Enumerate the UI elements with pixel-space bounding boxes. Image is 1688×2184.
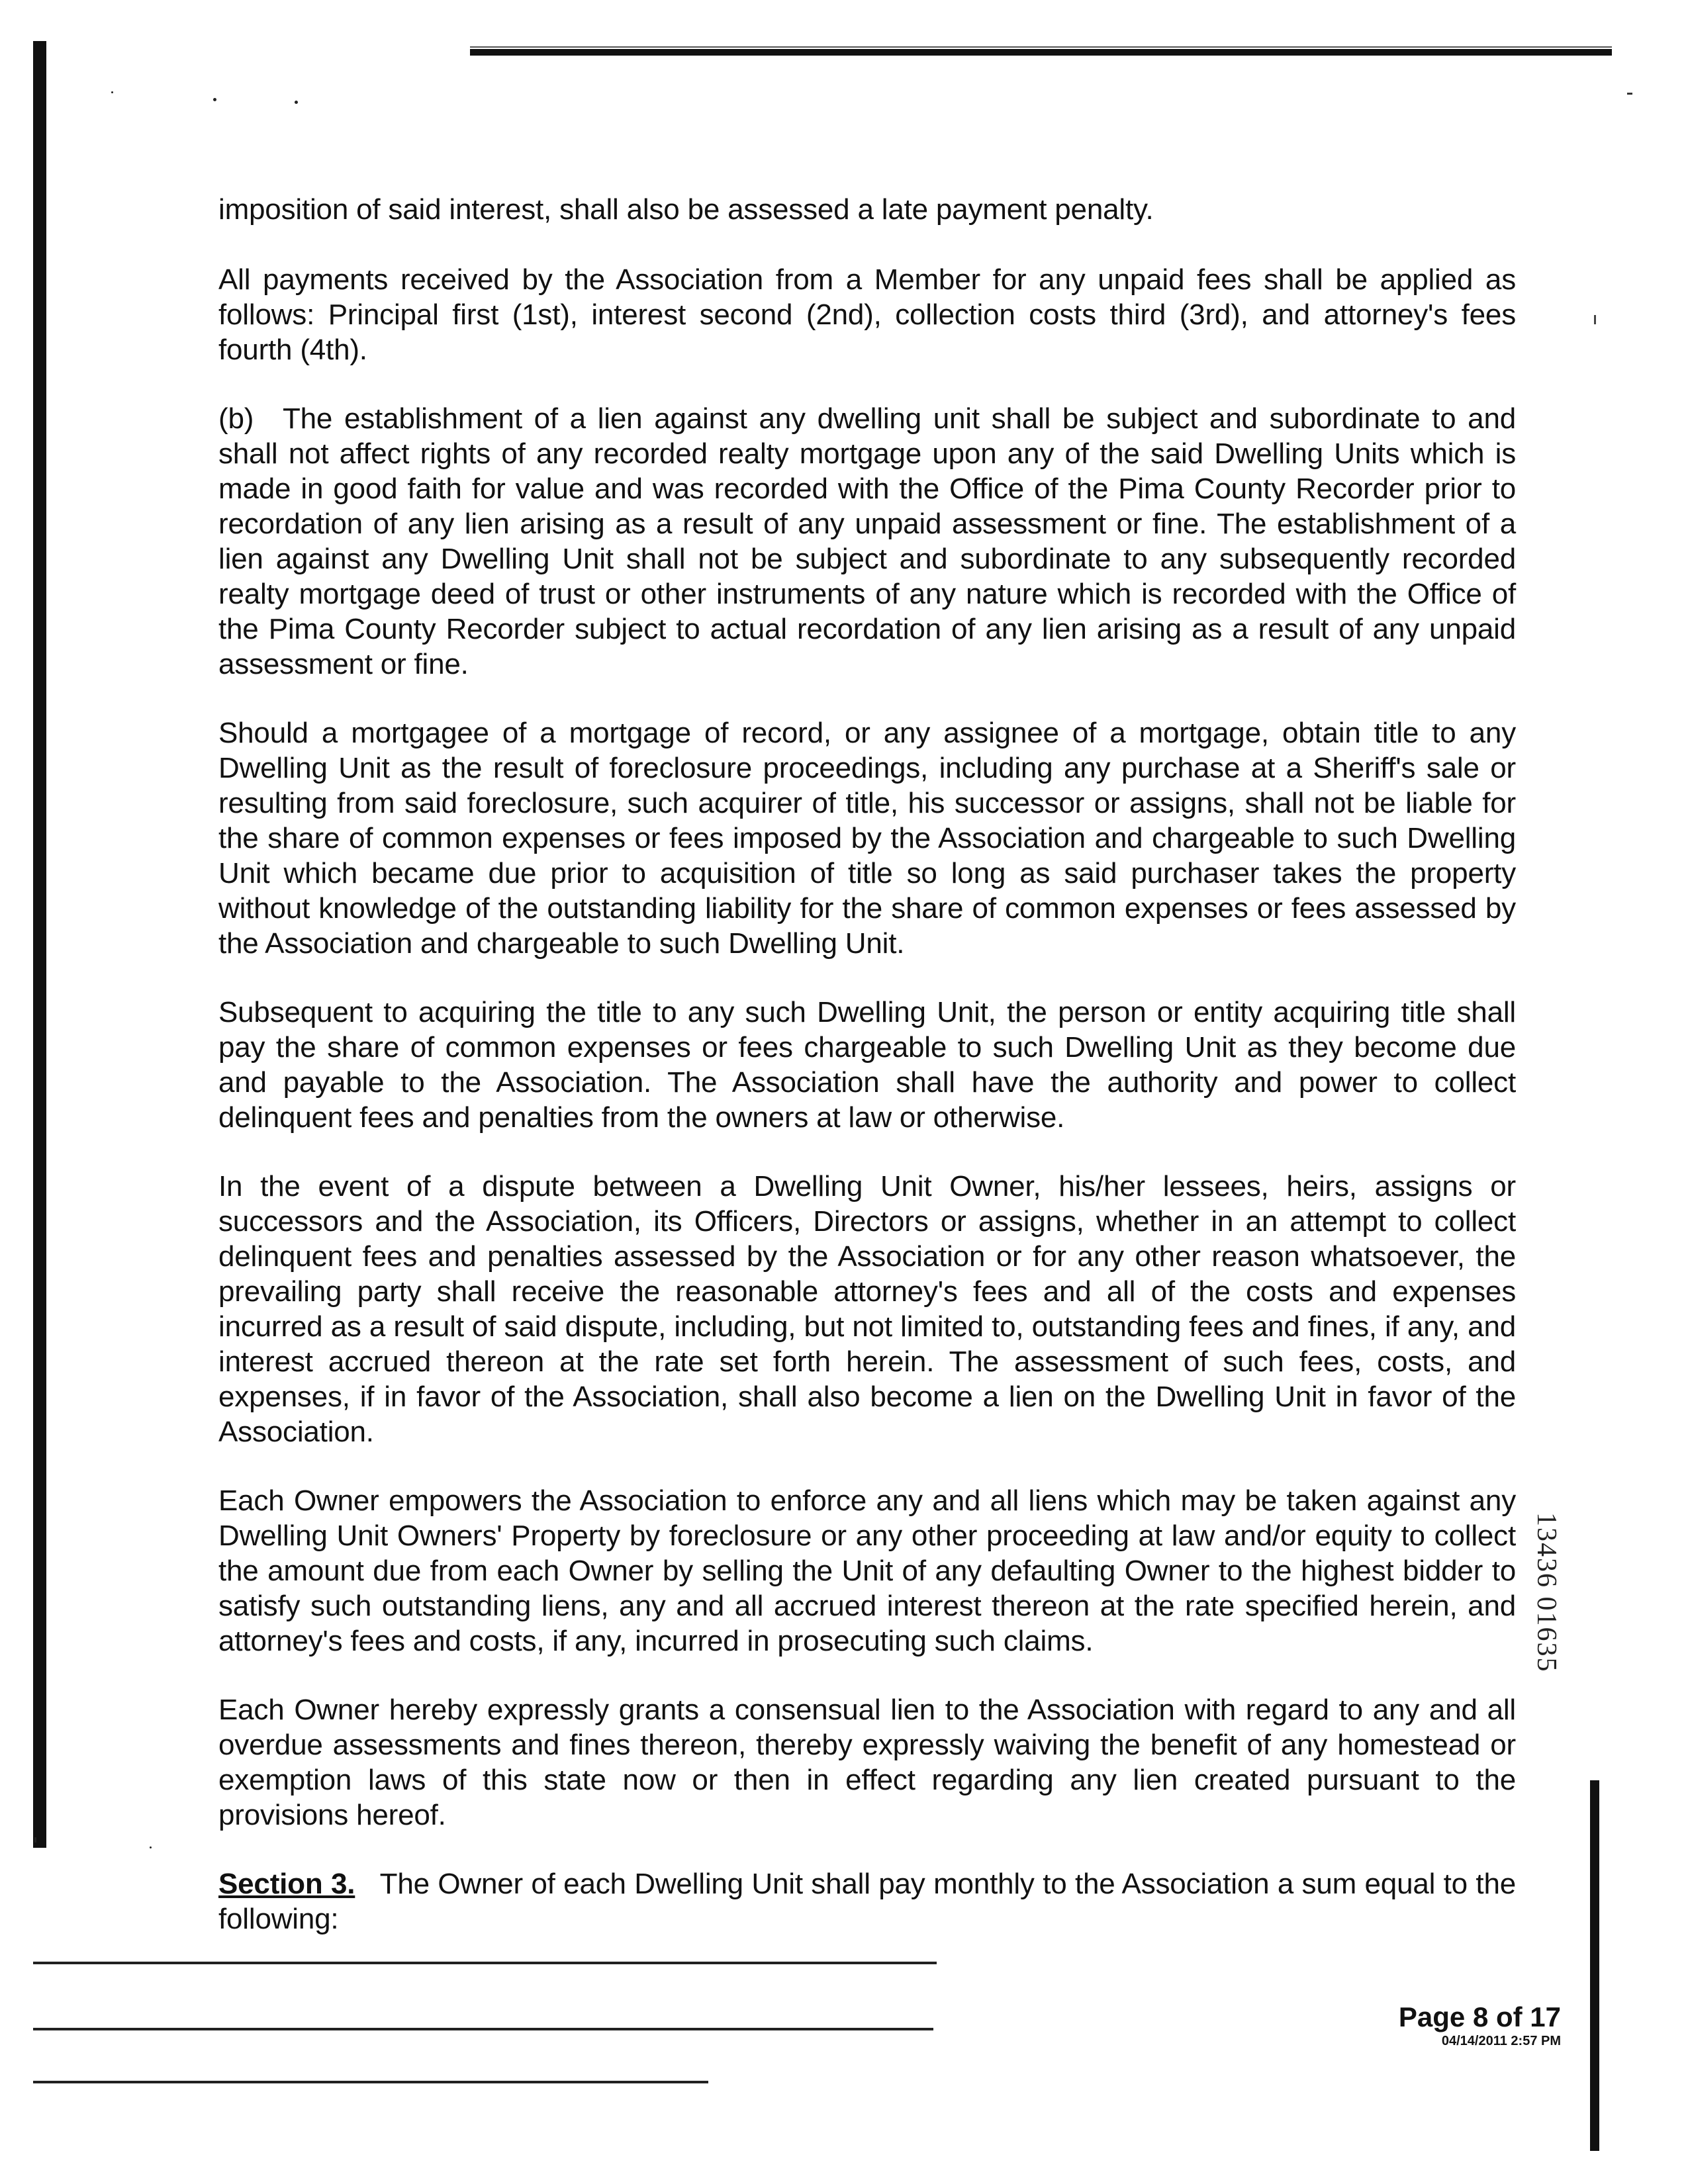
paragraph: (b) The establishment of a lien against any dwelling unit shall be subject and subordinate to and shall not affect rights of any recorded realty mortgage upon any of the said Dwelling Units which is made in good faith for value and was recorded with the Office of the Pima County Recorder prior to recordation of any lien arising as a result of any unpaid assessment or fine. The establishment of a lien against any Dwelling Unit shall not be subject and subordinate to any subsequently recorded realty mortgage deed of trust or other instruments of any nature which is recorded with the Office of the Pima County Recorder subject to actual recordation of any lien arising as a result of any unpaid assessment or fine. [218,402,1516,680]
scan-speck [34,1837,36,1843]
section-3-paragraph [218,1866,1516,1936]
scan-top-rule [470,49,1612,56]
paragraph: imposition of said interest, shall also be assessed a late payment penalty. [218,193,1154,226]
recording-number: 13436 01635 [1531,1512,1562,1673]
footer-rule [33,1962,937,1964]
paragraph: All payments received by the Association from a Member for any unpaid fees shall be applied as follows: Principal first (1st), interest second (2nd), collection costs third (3rd), and attorney's fees fourth (4th). [218,263,1516,366]
paragraph: Subsequent to acquiring the title to any such Dwelling Unit, the person or entity acquiring title shall pay the share of common expenses or fees chargeable to such Dwelling Unit as they become due and payable to the Association. The Association shall have the authority and power to collect delinquent fees and penalties from the owners at law or otherwise. [218,996,1516,1134]
section-3-label: Section 3. [218,1868,355,1900]
footer-rule [33,2028,933,2030]
paragraph: In the event of a dispute between a Dwelling Unit Owner, his/her lessees, heirs, assigns or successors and the Association, its Officers, Directors or assigns, whether in an attempt to collect delinquent fees and penalties assessed by the Association or for any other reason whatsoever, the prevailing party shall receive the reasonable attorney's fees and all of the costs and expenses incurred as a result of said dispute, including, but not limited to, outstanding fees and fines, if any, and interest accrued thereon at the rate set forth herein. The assessment of such fees, costs, and expenses, if in favor of the Association, shall also become a lien on the Dwelling Unit in favor of the Association. [218,1170,1516,1448]
timestamp: 04/14/2011 2:57 PM [1441,2034,1561,2048]
footer-rule [33,2081,708,2083]
scan-left-border [33,41,46,1848]
scan-right-border [1590,1780,1599,2151]
scan-mark [1627,93,1632,95]
paragraph: Each Owner hereby expressly grants a consensual lien to the Association with regard to any and all overdue assessments and fines thereon, thereby expressly waiving the benefit of any homestead or exemption laws of this state now or then in effect regarding any lien created pursuant to the provisions hereof. [218,1694,1516,1831]
scan-mark [1594,315,1596,324]
page-number: Page 8 of 17 [1398,2001,1561,2032]
scan-speck [213,98,216,101]
document-body [218,192,1516,1970]
paragraph: Should a mortgagee of a mortgage of record, or any assignee of a mortgage, obtain title to any Dwelling Unit as the result of foreclosure proceedings, including any purchase at a Sheriff's sale or resulting from said foreclosure, such acquirer of title, his successor or assigns, shall not be liable for the share of common expenses or fees imposed by the Association and chargeable to such Dwelling Unit which became due prior to acquisition of title so long as said purchaser takes the property without knowledge of the outstanding liability for the share of common expenses or fees assessed by the Association and chargeable to such Dwelling Unit. [218,717,1516,960]
scan-top-rule-thin [470,46,1612,48]
section-3-text: The Owner of each Dwelling Unit shall pay monthly to the Association a sum equal to the following: [218,1868,1516,1935]
paragraph: Each Owner empowers the Association to enforce any and all liens which may be taken against any Dwelling Unit Owners' Property by foreclosure or any other proceeding at law and/or equity to collect the amount due from each Owner by selling the Unit of any defaulting Owner to the highest bidder to satisfy such outstanding liens, any and all accrued interest thereon at the rate specified herein, and attorney's fees and costs, if any, incurred in prosecuting such claims. [218,1484,1516,1657]
scan-speck [111,91,113,93]
page-footer [1399,2001,1561,2049]
scan-speck [295,101,298,104]
scan-speck [150,1846,152,1848]
